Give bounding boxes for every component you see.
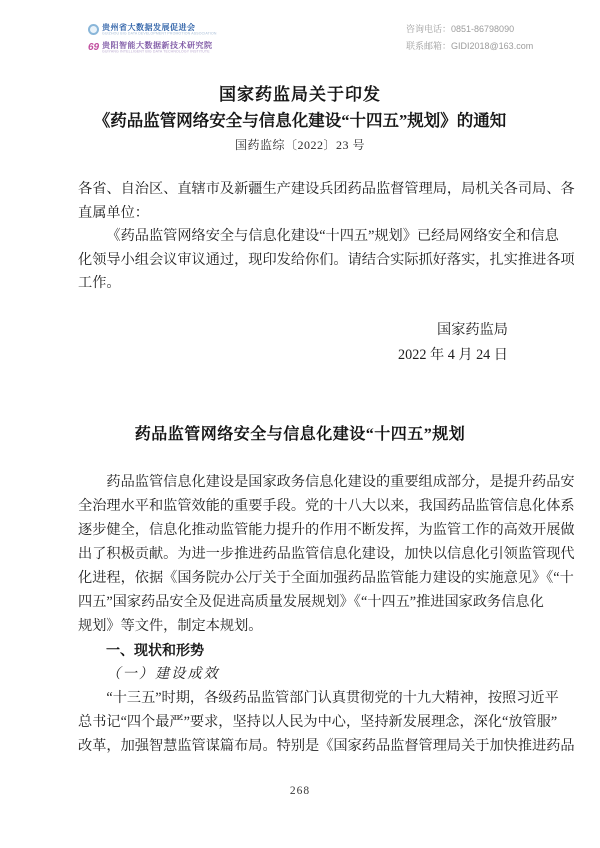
section-heading: 一、现状和形势 — [106, 642, 204, 658]
plan-line: 改革，加强智慧监管谋篇布局。特别是《国家药品监督管理局关于加快推进药品 — [78, 738, 575, 754]
institute-logo-icon: 69 — [88, 42, 100, 53]
notice-line: 化领导小组会议审议通过，现印发给你们。请结合实际抓好落实，扎实推进各项 — [78, 251, 575, 268]
association-logo-icon — [88, 24, 99, 35]
institute-logo-subtitle: GUIYANG INTELLIGENT BIG DATA TECHNOLOGY INSTITUTE — [102, 50, 210, 54]
notice-line: 工作。 — [78, 275, 121, 291]
email-label: 联系邮箱： — [406, 41, 452, 51]
header-logos — [88, 23, 331, 59]
plan-line: 出了积极贡献。为进一步推进药品监管信息化建设，加快以信息化引领监管现代 — [78, 546, 575, 562]
association-logo — [88, 23, 331, 41]
plan-line: 药品监管信息化建设是国家政务信息化建设的重要组成部分，是提升药品安 — [106, 474, 575, 490]
plan-line: 逐步健全，信息化推动监管能力提升的作用不断发挥，为监管工作的高效开展做 — [78, 522, 575, 538]
institute-logo-name: 贵阳智能大数据新技术研究院 — [102, 41, 213, 50]
contact-phone-line — [406, 21, 533, 38]
plan-line: 化进程，依据《国务院办公厅关于全面加强药品监管能力建设的实施意见》《“十 — [78, 570, 574, 586]
notice-line: 各省、自治区、直辖市及新疆生产建设兵团药品监督管理局，局机关各司局、各 — [78, 181, 575, 197]
phone-label: 咨询电话： — [406, 24, 452, 34]
phone-number: 0851-86798090 — [451, 24, 515, 34]
notice-line: 直属单位： — [78, 204, 149, 221]
signer-name: 国家药监局 — [437, 322, 508, 338]
notice-title-line1: 国家药监局关于印发 — [219, 85, 381, 104]
plan-line: “十三五”时期，各级药品监管部门认真贯彻党的十九大精神，按照习近平 — [106, 690, 559, 706]
page-number: 268 — [289, 785, 311, 797]
association-logo-subtitle: GUIZHOU BIG DATA DEVELOPMENT PROMOTION ASSOCIATION — [102, 32, 217, 36]
signature-date: 2022 年 4 月 24 日 — [398, 347, 508, 363]
header-contact — [406, 21, 533, 55]
plan-line: 总书记“四个最严”要求，坚持以人民为中心，坚持新发展理念，深化“放管服” — [78, 714, 558, 730]
notice-line: 《药品监管网络安全与信息化建设“十四五”规划》已经局网络安全和信息 — [106, 228, 559, 244]
association-logo-name: 贵州省大数据发展促进会 — [102, 23, 196, 32]
document-number: 国药监综〔2022〕23 号 — [234, 138, 365, 152]
plan-line: 全治理水平和监管效能的重要手段。党的十八大以来，我国药品监管信息化体系 — [78, 498, 575, 514]
sub-section-heading: （一）建设成效 — [106, 666, 220, 682]
plan-body — [78, 470, 575, 758]
plan-line: 规划》等文件，制定本规划。 — [78, 618, 263, 634]
plan-line: 四五”国家药品安全及促进高质量发展规划》《“十四五”推进国家政务信息化 — [78, 594, 544, 610]
signature-block — [398, 321, 508, 371]
plan-title: 药品监管网络安全与信息化建设“十四五”规划 — [134, 426, 466, 443]
email-address: GIDI2018@163.com — [451, 41, 534, 51]
contact-email-line — [406, 38, 533, 55]
notice-title-line2: 《药品监管网络安全与信息化建设“十四五”规划》的通知 — [93, 111, 507, 130]
institute-logo — [88, 41, 331, 59]
notice-body — [78, 178, 575, 296]
